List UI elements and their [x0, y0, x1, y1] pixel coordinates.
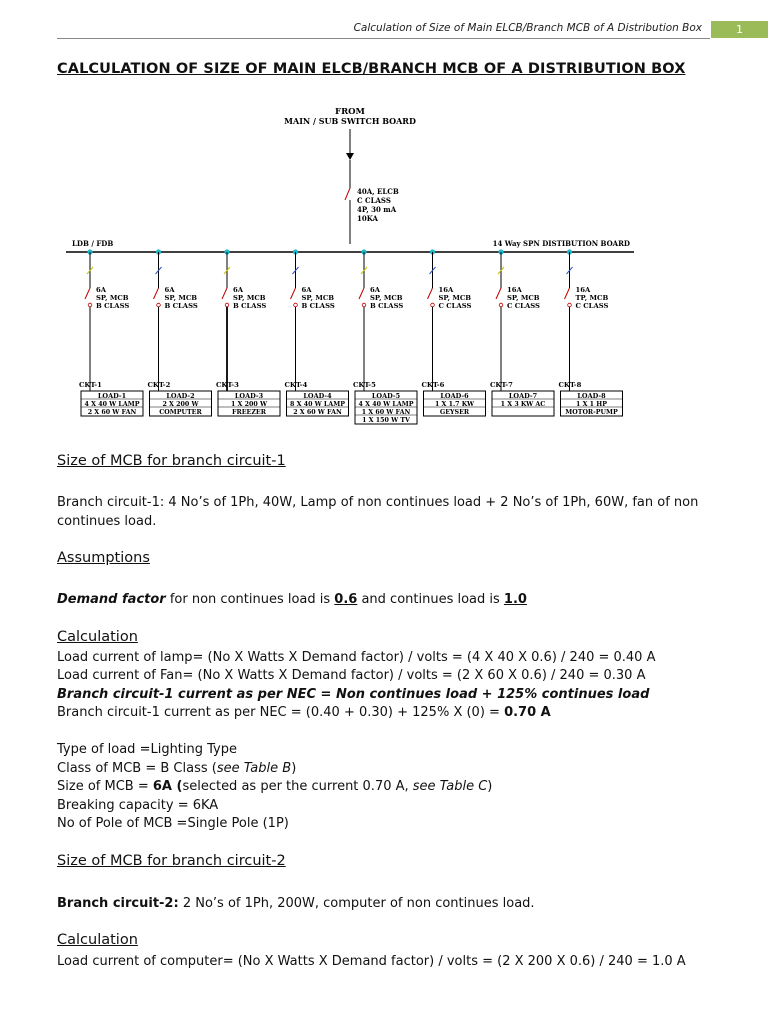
- load-item-1-1: 4 X 40 W LAMP: [84, 401, 140, 408]
- mcb-class-5: B CLASS: [370, 302, 404, 310]
- mcb-class-7: C CLASS: [507, 302, 540, 310]
- elcb-capacity: 10KA: [357, 214, 378, 223]
- mcb-switch-icon-5: [359, 288, 364, 299]
- mcb-size-reason: selected as per the current 0.70 A,: [182, 779, 413, 794]
- computer-current-line: Load current of computer= (No X Watts X Demand factor) / volts = (2 X 200 X 0.6) / 240 = 1.0 A: [57, 954, 686, 969]
- mcb-switch-icon-4: [291, 288, 296, 299]
- load-name-6: LOAD-6: [440, 392, 469, 400]
- mcb-rating-7: 16A: [507, 286, 522, 294]
- mcb-rating-6: 16A: [438, 286, 454, 294]
- load-name-2: LOAD-2: [166, 392, 195, 400]
- mcb-size-line: [57, 778, 737, 797]
- mcb-switch-icon-3: [222, 288, 227, 299]
- mcb-type-5: SP, MCB: [370, 294, 403, 302]
- load-item-8-2: MOTOR-PUMP: [565, 409, 618, 416]
- mcb-class-6: C CLASS: [438, 302, 472, 310]
- mcb-switch-icon-2: [154, 288, 159, 299]
- table-c-ref: see Table C: [412, 779, 488, 794]
- load-item-3-1: 1 X 200 W: [230, 401, 268, 408]
- section-heading-circuit-1: Size of MCB for branch circuit-1: [57, 453, 286, 469]
- mcb-class-8: C CLASS: [575, 302, 609, 310]
- single-line-diagram: [60, 96, 640, 436]
- mcb-type-6: SP, MCB: [438, 294, 472, 302]
- mcb-pole-line: No of Pole of MCB =Single Pole (1P): [57, 816, 289, 831]
- load-item-6-1: 1 X 1.7 KW: [434, 401, 475, 408]
- mcb-type-7: SP, MCB: [507, 294, 540, 302]
- mcb-class-1: B CLASS: [96, 302, 130, 310]
- mcb-switch-icon-1: [85, 288, 90, 299]
- circuit-id-6: CKT-6: [421, 381, 445, 389]
- mcb-class-text: Class of MCB = B Class (: [57, 761, 217, 776]
- load-item-5-1: 4 X 40 W LAMP: [358, 401, 414, 408]
- load-item-4-2: 2 X 60 W FAN: [293, 409, 342, 416]
- board-left-label: LDB / FDB: [72, 239, 114, 248]
- mcb-terminal-icon-4: [294, 303, 298, 307]
- nec-current-line: [57, 704, 737, 723]
- load-item-6-2: GEYSER: [439, 409, 470, 416]
- mcb-class-close: ): [291, 761, 297, 776]
- circuit-id-3: CKT-3: [216, 381, 239, 389]
- document-title: CALCULATION OF SIZE OF MAIN ELCB/BRANCH MCB OF A DISTRIBUTION BOX: [57, 61, 686, 77]
- page-number: 1: [711, 21, 768, 38]
- mcb-terminal-icon-8: [568, 303, 572, 307]
- load-name-4: LOAD-4: [303, 392, 332, 400]
- mcb-terminal-icon-7: [499, 303, 503, 307]
- from-source-label: MAIN / SUB SWITCH BOARD: [284, 116, 416, 126]
- non-continuous-factor: 0.6: [334, 592, 358, 607]
- circuit-id-1: CKT-1: [79, 381, 102, 389]
- circuit-2-description: [57, 895, 737, 914]
- load-name-7: LOAD-7: [508, 392, 538, 400]
- mcb-terminal-icon-5: [362, 303, 366, 307]
- circuit-2-text: 2 No’s of 1Ph, 200W, computer of non continues load.: [178, 896, 535, 911]
- from-label: FROM: [335, 107, 365, 117]
- running-title: Calculation of Size of Main ELCB/Branch MCB of A Distribution Box: [353, 22, 702, 34]
- elcb-poles: 4P, 30 mA: [357, 205, 397, 214]
- mcb-class-line: [57, 760, 737, 779]
- load-item-1-2: 2 X 60 W FAN: [87, 409, 137, 416]
- load-name-8: LOAD-8: [577, 392, 606, 400]
- mcb-rating-2: 6A: [164, 286, 175, 294]
- header-rule: [57, 38, 710, 39]
- mcb-rating-3: 6A: [233, 286, 244, 294]
- demand-factor-text-2: and continues load is: [357, 592, 504, 607]
- calculation-heading: Calculation: [57, 629, 138, 645]
- continuous-factor: 1.0: [503, 592, 527, 607]
- nec-current-text: Branch circuit-1 current as per NEC = (0.40 + 0.30) + 125% X (0) =: [57, 705, 505, 720]
- calculation-2-heading: Calculation: [57, 932, 138, 948]
- circuit-id-2: CKT-2: [147, 381, 171, 389]
- breaking-capacity-line: Breaking capacity = 6KA: [57, 798, 219, 813]
- page-header: [0, 0, 768, 46]
- mcb-rating-8: 16A: [575, 286, 591, 294]
- mcb-type-3: SP, MCB: [233, 294, 266, 302]
- mcb-type-4: SP, MCB: [301, 294, 335, 302]
- mcb-class-2: B CLASS: [164, 302, 198, 310]
- load-item-7-1: 1 X 3 KW AC: [500, 401, 546, 408]
- table-b-ref: see Table B: [216, 761, 292, 776]
- board-right-label: 14 Way SPN DISTIBUTION BOARD: [492, 239, 630, 248]
- mcb-terminal-icon-1: [88, 303, 92, 307]
- mcb-size-text: Size of MCB =: [57, 779, 153, 794]
- load-name-5: LOAD-5: [371, 392, 401, 400]
- circuit-id-8: CKT-8: [558, 381, 582, 389]
- load-item-5-2: 1 X 60 W FAN: [361, 409, 411, 416]
- mcb-size-value: 6A (: [152, 779, 183, 794]
- load-item-8-1: 1 X 1 HP: [576, 401, 607, 408]
- demand-factor-text: for non continues load is: [165, 592, 335, 607]
- load-item-2-1: 2 X 200 W: [162, 401, 199, 408]
- mcb-class-4: B CLASS: [301, 302, 335, 310]
- circuit-1-description: Branch circuit-1: 4 No’s of 1Ph, 40W, Lamp of non continues load + 2 No’s of 1Ph, 60W, fan of non continues load.: [57, 495, 699, 529]
- mcb-rating-5: 6A: [370, 286, 381, 294]
- mcb-rating-1: 6A: [96, 286, 107, 294]
- mcb-class-3: B CLASS: [233, 302, 267, 310]
- load-type-line: Type of load =Lighting Type: [57, 742, 238, 757]
- nec-current-result: 0.70 A: [504, 705, 551, 720]
- mcb-type-8: TP, MCB: [575, 294, 609, 302]
- load-item-4-1: 8 X 40 W LAMP: [290, 401, 345, 408]
- mcb-switch-icon-6: [428, 288, 433, 299]
- mcb-terminal-icon-6: [431, 303, 435, 307]
- circuit-2-label: Branch circuit-2:: [57, 896, 179, 911]
- elcb-switch-icon: [345, 188, 350, 200]
- section-heading-circuit-2: Size of MCB for branch circuit-2: [57, 853, 286, 869]
- elcb-class: C CLASS: [357, 196, 391, 205]
- load-item-3-2: FREEZER: [232, 409, 266, 416]
- circuit-id-4: CKT-4: [284, 381, 308, 389]
- mcb-type-1: SP, MCB: [96, 294, 129, 302]
- mcb-terminal-icon-2: [157, 303, 161, 307]
- branch-circuits: [79, 249, 623, 424]
- nec-rule-line: Branch circuit-1 current as per NEC = Non continues load + 125% continues load: [57, 687, 650, 702]
- feeder-arrow-icon: [346, 153, 354, 160]
- mcb-type-2: SP, MCB: [164, 294, 198, 302]
- load-name-1: LOAD-1: [97, 392, 127, 400]
- lamp-current-line: Load current of lamp= (No X Watts X Demand factor) / volts = (4 X 40 X 0.6) / 240 = 0.40 A: [57, 650, 656, 665]
- circuit-id-7: CKT-7: [490, 381, 513, 389]
- mcb-switch-icon-8: [565, 288, 570, 299]
- mcb-rating-4: 6A: [301, 286, 312, 294]
- load-name-3: LOAD-3: [234, 392, 264, 400]
- fan-current-line: Load current of Fan= (No X Watts X Demand factor) / volts = (2 X 60 X 0.6) / 240 = 0.30 A: [57, 668, 646, 683]
- load-item-2-2: COMPUTER: [159, 409, 202, 416]
- mcb-switch-icon-7: [496, 288, 501, 299]
- assumptions-heading: Assumptions: [57, 550, 150, 566]
- demand-factor-label: Demand factor: [57, 592, 166, 607]
- circuit-id-5: CKT-5: [353, 381, 376, 389]
- mcb-size-close: ): [487, 779, 493, 794]
- demand-factor-line: [57, 591, 737, 610]
- mcb-terminal-icon-3: [225, 303, 229, 307]
- load-item-5-3: 1 X 150 W TV: [362, 417, 410, 424]
- elcb-rating: 40A, ELCB: [357, 187, 399, 196]
